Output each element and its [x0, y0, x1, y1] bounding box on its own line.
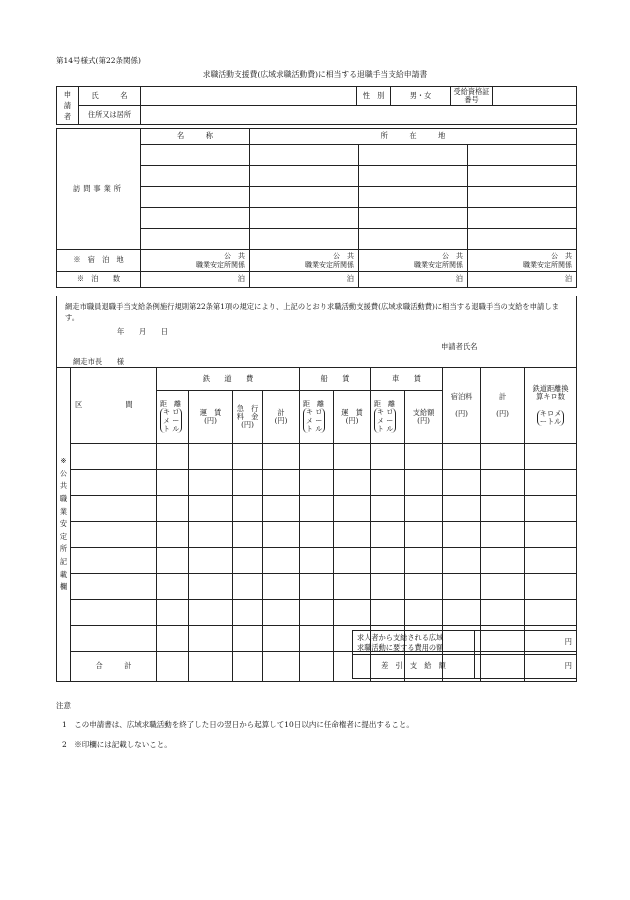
total-header: 計 (円) — [481, 368, 525, 444]
section-field[interactable] — [71, 496, 157, 522]
cell[interactable] — [525, 548, 577, 574]
name-field[interactable] — [141, 87, 357, 106]
cell[interactable] — [300, 522, 334, 548]
visit-name-field[interactable] — [141, 166, 250, 187]
visit-name-header: 名 称 — [141, 129, 250, 145]
visit-table — [56, 128, 577, 288]
cell[interactable] — [405, 470, 443, 496]
expense-row — [57, 522, 577, 548]
difference-field[interactable]: 円 — [475, 655, 577, 679]
rail-total-header: 計 (円) — [263, 391, 300, 444]
cell[interactable] — [300, 548, 334, 574]
cell[interactable] — [405, 574, 443, 600]
cell[interactable] — [189, 522, 233, 548]
cell[interactable] — [371, 574, 405, 600]
car-payment-header: 支給額 (円) — [405, 391, 443, 444]
cell[interactable] — [405, 522, 443, 548]
cell[interactable] — [525, 522, 577, 548]
cell[interactable] — [334, 574, 371, 600]
public-office-entry-label: ※ 公 共 職 業 安 定 所 記 載 欄 — [57, 368, 71, 682]
cell[interactable] — [300, 652, 334, 682]
cell[interactable] — [263, 470, 300, 496]
cell[interactable] — [233, 548, 263, 574]
lodging-area-public-office: 公 共 職業安定所関係 — [141, 250, 250, 272]
cell[interactable] — [263, 444, 300, 470]
ship-fare-header: 運 賃 (円) — [334, 391, 371, 444]
cell[interactable] — [443, 548, 481, 574]
cell[interactable] — [189, 574, 233, 600]
cell[interactable] — [443, 522, 481, 548]
applicant-name-label: 申請者氏名 — [441, 342, 478, 351]
nights-label: ※ 泊 数 — [57, 272, 141, 288]
cell[interactable] — [189, 496, 233, 522]
address-label: 住所又は居所 — [79, 106, 141, 125]
sum-label: 合 計 — [71, 652, 157, 682]
visit-location-field[interactable] — [359, 166, 468, 187]
visit-location-field[interactable] — [468, 229, 577, 250]
cell[interactable] — [443, 600, 481, 626]
cell[interactable] — [371, 600, 405, 626]
applicant-label: 申 請 者 — [57, 87, 79, 125]
rail-fare-header: 運 賃 (円) — [189, 391, 233, 444]
cell[interactable] — [189, 626, 233, 652]
note-item: 2 ※印欄には記載しないこと。 — [62, 740, 172, 749]
cell[interactable] — [525, 444, 577, 470]
visit-name-field[interactable] — [141, 187, 250, 208]
cell[interactable] — [157, 574, 189, 600]
notes-heading: 注意 — [56, 701, 71, 710]
car-fare-header: 車 賃 — [371, 368, 443, 391]
cell[interactable] — [405, 548, 443, 574]
note-item: 1 この申請書は、広域求職活動を終了した日の翌日から起算して10日以内に任命権者に提出すること。 — [62, 720, 414, 729]
rail-fee-header: 鉄 道 費 — [157, 368, 300, 391]
car-distance-header: 距 離 キ ロ メ ー ト ル — [371, 391, 405, 444]
visit-location-field[interactable] — [468, 208, 577, 229]
cell[interactable] — [263, 652, 300, 682]
visit-name-field[interactable] — [141, 229, 250, 250]
cell[interactable] — [481, 600, 525, 626]
cell[interactable] — [300, 626, 334, 652]
cell[interactable] — [443, 496, 481, 522]
cell[interactable] — [481, 444, 525, 470]
cell[interactable] — [300, 600, 334, 626]
cell[interactable] — [334, 470, 371, 496]
cell[interactable] — [189, 548, 233, 574]
nights-unit: 泊 — [250, 272, 359, 288]
rail-conversion-header: 鉄道距離換 算キロ数 キロメ ートル — [525, 368, 577, 444]
section-field[interactable] — [71, 548, 157, 574]
section-field[interactable] — [71, 522, 157, 548]
sex-label: 性 別 — [357, 87, 391, 106]
visit-location-field[interactable] — [359, 145, 468, 166]
form-number: 第14号様式(第22条関係) — [56, 56, 141, 65]
cell[interactable] — [443, 574, 481, 600]
visit-name-field[interactable] — [141, 145, 250, 166]
sex-field[interactable]: 男・女 — [391, 87, 451, 106]
difference-label: 差 引 支 給 額 — [353, 655, 475, 679]
visit-location-field[interactable] — [359, 229, 468, 250]
name-label: 氏 名 — [79, 87, 141, 106]
nights-unit: 泊 — [141, 272, 250, 288]
addressee: 網走市長 様 — [73, 357, 125, 366]
cell[interactable] — [189, 444, 233, 470]
cell[interactable] — [233, 626, 263, 652]
cell[interactable] — [405, 496, 443, 522]
cell[interactable] — [233, 522, 263, 548]
summary-table — [352, 630, 577, 679]
visit-location-field[interactable] — [250, 229, 359, 250]
cell[interactable] — [157, 548, 189, 574]
cell[interactable] — [157, 522, 189, 548]
cell[interactable] — [233, 444, 263, 470]
cell[interactable] — [233, 470, 263, 496]
section-label: 区 間 — [71, 368, 157, 444]
cell[interactable] — [371, 548, 405, 574]
cell[interactable] — [371, 522, 405, 548]
cell[interactable] — [334, 548, 371, 574]
rail-distance-header: 距 離 キ ロ メ ー ト ル — [157, 391, 189, 444]
lodging-area-label: ※ 宿 泊 地 — [57, 250, 141, 272]
cell[interactable] — [300, 574, 334, 600]
expense-row — [57, 548, 577, 574]
cell[interactable] — [263, 600, 300, 626]
nights-unit: 泊 — [359, 272, 468, 288]
section-field[interactable] — [71, 574, 157, 600]
cell[interactable] — [334, 444, 371, 470]
cell[interactable] — [481, 470, 525, 496]
cell[interactable] — [481, 548, 525, 574]
visit-location-field[interactable] — [359, 208, 468, 229]
expense-row — [57, 600, 577, 626]
visit-location-field[interactable] — [468, 187, 577, 208]
cell[interactable] — [300, 470, 334, 496]
cell[interactable] — [263, 548, 300, 574]
visit-location-field[interactable] — [468, 166, 577, 187]
section-field[interactable] — [71, 444, 157, 470]
statement-date: 年 月 日 — [117, 327, 169, 336]
cell[interactable] — [405, 444, 443, 470]
ship-distance-header: 距 離 キ ロ メ ー ト ル — [300, 391, 334, 444]
cell[interactable] — [233, 652, 263, 682]
cell[interactable] — [189, 652, 233, 682]
cell[interactable] — [263, 626, 300, 652]
cell[interactable] — [481, 496, 525, 522]
cell[interactable] — [189, 470, 233, 496]
cell[interactable] — [334, 496, 371, 522]
cell[interactable] — [334, 600, 371, 626]
cell[interactable] — [157, 444, 189, 470]
cell[interactable] — [525, 600, 577, 626]
cell[interactable] — [525, 574, 577, 600]
eligibility-no-field[interactable] — [493, 87, 577, 106]
nights-unit: 泊 — [468, 272, 577, 288]
cell[interactable] — [443, 444, 481, 470]
section-field[interactable] — [71, 626, 157, 652]
visit-location-field[interactable] — [250, 145, 359, 166]
cell[interactable] — [525, 470, 577, 496]
visit-location-header: 所 在 地 — [250, 129, 577, 145]
lodging-area-public-office: 公 共 職業安定所関係 — [250, 250, 359, 272]
cell[interactable] — [157, 652, 189, 682]
lodging-area-public-office: 公 共 職業安定所関係 — [359, 250, 468, 272]
cell[interactable] — [405, 600, 443, 626]
lodging-area-public-office: 公 共 職業安定所関係 — [468, 250, 577, 272]
address-field[interactable] — [141, 106, 577, 125]
cell[interactable] — [233, 574, 263, 600]
cell[interactable] — [157, 626, 189, 652]
cell[interactable] — [525, 496, 577, 522]
express-fee-header: 急 行 料 金 (円) — [233, 391, 263, 444]
cell[interactable] — [443, 470, 481, 496]
expense-row — [57, 496, 577, 522]
cell[interactable] — [233, 496, 263, 522]
cell[interactable] — [157, 470, 189, 496]
ship-fare-header: 船 賃 — [300, 368, 371, 391]
cell[interactable] — [263, 574, 300, 600]
expense-row — [57, 444, 577, 470]
eligibility-no-label: 受給資格証番号 — [451, 87, 493, 106]
statement-box — [56, 296, 577, 367]
visit-location-field[interactable] — [250, 208, 359, 229]
cell[interactable] — [300, 444, 334, 470]
visit-location-field[interactable] — [468, 145, 577, 166]
cell[interactable] — [334, 522, 371, 548]
form-title: 求職活動支援費(広域求職活動費)に相当する退職手当支給申請書 — [202, 70, 428, 79]
statement-body: 網走市職員退職手当支給条例施行規則第22条第1項の規定により、上記のとおり求職活動支援費(広域求職活動費)に相当する退職手当の支給を申請します。 — [65, 302, 559, 323]
cell[interactable] — [263, 496, 300, 522]
expense-row — [57, 470, 577, 496]
visit-location-field[interactable] — [250, 187, 359, 208]
cell[interactable] — [263, 522, 300, 548]
cell[interactable] — [233, 600, 263, 626]
visit-name-field[interactable] — [141, 208, 250, 229]
lodging-fee-header: 宿泊料 (円) — [443, 368, 481, 444]
cell[interactable] — [481, 574, 525, 600]
visit-location-field[interactable] — [359, 187, 468, 208]
employer-paid-field[interactable]: 円 — [475, 631, 577, 655]
cell[interactable] — [371, 470, 405, 496]
section-field[interactable] — [71, 470, 157, 496]
applicant-visit-table — [56, 86, 577, 125]
cell[interactable] — [371, 444, 405, 470]
cell[interactable] — [157, 496, 189, 522]
cell[interactable] — [481, 522, 525, 548]
cell[interactable] — [300, 496, 334, 522]
section-field[interactable] — [71, 600, 157, 626]
employer-paid-label: 求人者から支給される広域 求職活動に要する費用の額 — [353, 631, 475, 655]
cell[interactable] — [189, 600, 233, 626]
cell[interactable] — [157, 600, 189, 626]
visit-label: 訪問事業所 — [57, 129, 141, 250]
expense-row — [57, 574, 577, 600]
visit-location-field[interactable] — [250, 166, 359, 187]
cell[interactable] — [371, 496, 405, 522]
